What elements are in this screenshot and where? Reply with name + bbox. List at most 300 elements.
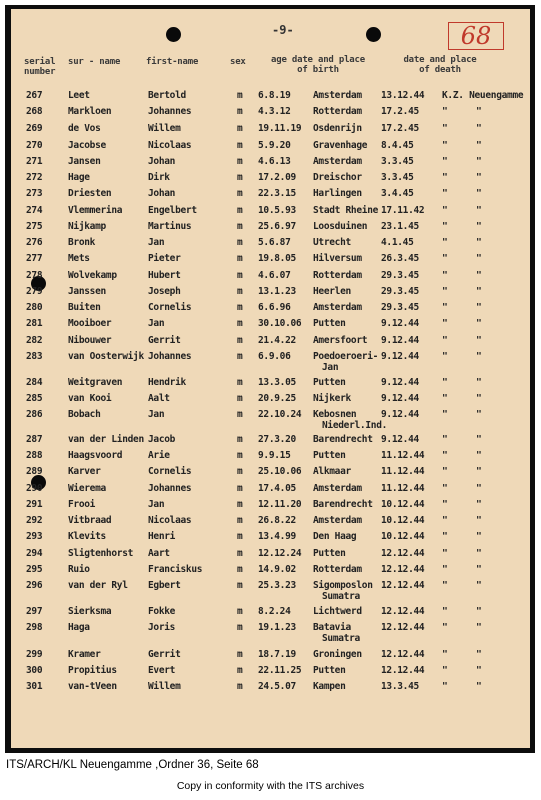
header-birth-line2: of birth (297, 65, 339, 75)
record-death-place: " (442, 393, 448, 404)
record-sex: m (237, 580, 243, 591)
record-death-place-extra: " (476, 221, 482, 232)
record-birth-place: Loosduinen (313, 221, 368, 232)
record-sex: m (237, 140, 243, 151)
record-death-place-extra: " (476, 270, 482, 281)
record-death-place: " (442, 434, 448, 445)
record-birth-date: 14.9.02 (258, 564, 296, 575)
record-death-place: " (442, 237, 448, 248)
record-birth-date: 22.3.15 (258, 188, 296, 199)
record-birth-date: 9.9.15 (258, 450, 291, 461)
record-birth-place: Barendrecht (313, 499, 373, 510)
record-birth-date: 13.1.23 (258, 286, 296, 297)
record-death-date: 11.12.44 (381, 483, 425, 494)
record-death-place-extra: " (476, 515, 482, 526)
record-sex: m (237, 409, 243, 420)
record-death-place: " (442, 681, 448, 692)
record-death-place-extra: " (476, 548, 482, 559)
record-birth-date: 19.1.23 (258, 622, 296, 633)
record-death-date: 29.3.45 (381, 302, 419, 313)
record-death-date: 9.12.44 (381, 409, 419, 420)
record-serial: 299 (26, 649, 43, 660)
record-death-place: " (442, 286, 448, 297)
record-surname: van Kooi (68, 393, 112, 404)
record-sex: m (237, 564, 243, 575)
record-firstname: Johannes (148, 351, 192, 362)
record-birth-date: 25.6.97 (258, 221, 296, 232)
record-birth-date: 22.10.24 (258, 409, 302, 420)
record-firstname: Gerrit (148, 649, 181, 660)
record-birth-date: 22.11.25 (258, 665, 302, 676)
record-death-date: 12.12.44 (381, 580, 425, 591)
record-sex: m (237, 466, 243, 477)
record-sex: m (237, 649, 243, 660)
record-birth-place: Putten (313, 665, 346, 676)
record-sex: m (237, 483, 243, 494)
record-surname: Hage (68, 172, 90, 183)
record-death-place-extra: " (476, 318, 482, 329)
record-birth-date: 17.2.09 (258, 172, 296, 183)
record-death-place-extra: " (476, 286, 482, 297)
record-death-place-extra: " (476, 393, 482, 404)
record-death-date: 8.4.45 (381, 140, 414, 151)
record-death-date: 17.11.42 (381, 205, 425, 216)
record-firstname: Pieter (148, 253, 181, 264)
record-birth-date: 25.3.23 (258, 580, 296, 591)
record-birth-place: Gravenhage (313, 140, 368, 151)
record-death-place: " (442, 377, 448, 388)
record-death-place: " (442, 253, 448, 264)
record-death-date: 12.12.44 (381, 606, 425, 617)
record-surname: Haagsvoord (68, 450, 123, 461)
record-firstname: Jan (148, 499, 165, 510)
record-death-place: " (442, 302, 448, 313)
record-death-place: " (442, 351, 448, 362)
record-sex: m (237, 531, 243, 542)
record-sex: m (237, 286, 243, 297)
record-firstname: Cornelis (148, 302, 192, 313)
record-birth-place: Dreischor (313, 172, 362, 183)
record-birth-place: Amsterdam (313, 515, 362, 526)
punch-hole-top-right (366, 27, 381, 42)
record-serial: 281 (26, 318, 43, 329)
record-death-date: 3.3.45 (381, 172, 414, 183)
record-birth-place: Harlingen (313, 188, 362, 199)
record-serial: 275 (26, 221, 43, 232)
record-birth-date: 6.8.19 (258, 90, 291, 101)
record-birth-place: Rotterdam (313, 106, 362, 117)
record-serial: 277 (26, 253, 43, 264)
record-death-place: " (442, 156, 448, 167)
record-death-place: K.Z. Neuengamme (442, 90, 524, 101)
record-surname: Karver (68, 466, 101, 477)
record-sex: m (237, 450, 243, 461)
record-birth-place: Putten (313, 548, 346, 559)
record-death-date: 4.1.45 (381, 237, 414, 248)
record-death-date: 12.12.44 (381, 665, 425, 676)
record-firstname: Arie (148, 450, 170, 461)
record-surname: Wierema (68, 483, 106, 494)
record-death-place-extra: " (476, 466, 482, 477)
record-firstname: Joris (148, 622, 176, 633)
record-birth-date: 13.4.99 (258, 531, 296, 542)
record-surname: Markloen (68, 106, 112, 117)
record-serial: 279 (26, 286, 43, 297)
record-sex: m (237, 90, 243, 101)
record-birth-place: Stadt Rheine (313, 205, 379, 216)
record-firstname: Jan (148, 409, 165, 420)
record-surname: Mooiboer (68, 318, 112, 329)
record-birth-date: 19.8.05 (258, 253, 296, 264)
record-death-place: " (442, 483, 448, 494)
record-serial: 271 (26, 156, 43, 167)
record-death-date: 9.12.44 (381, 335, 419, 346)
record-serial: 272 (26, 172, 43, 183)
record-birth-date: 10.5.93 (258, 205, 296, 216)
record-death-place: " (442, 172, 448, 183)
record-serial: 300 (26, 665, 43, 676)
record-birth-date: 24.5.07 (258, 681, 296, 692)
record-surname: Klevits (68, 531, 106, 542)
record-sex: m (237, 393, 243, 404)
record-death-place: " (442, 106, 448, 117)
record-firstname: Aart (148, 548, 170, 559)
record-firstname: Fokke (148, 606, 176, 617)
record-death-date: 9.12.44 (381, 377, 419, 388)
record-death-place: " (442, 188, 448, 199)
record-sex: m (237, 377, 243, 388)
record-death-place: " (442, 450, 448, 461)
record-birth-place: Amsterdam (313, 483, 362, 494)
record-firstname: Joseph (148, 286, 181, 297)
record-surname: Jacobse (68, 140, 106, 151)
record-birth-date: 19.11.19 (258, 123, 302, 134)
record-birth-date: 26.8.22 (258, 515, 296, 526)
record-birth-date: 13.3.05 (258, 377, 296, 388)
record-death-place-extra: " (476, 106, 482, 117)
record-firstname: Martinus (148, 221, 192, 232)
record-death-place: " (442, 580, 448, 591)
record-surname: Ruio (68, 564, 90, 575)
header-sex: sex (230, 57, 246, 67)
record-death-place-extra: " (476, 172, 482, 183)
record-death-place: " (442, 205, 448, 216)
record-death-place-extra: " (476, 622, 482, 633)
record-death-place-extra: " (476, 123, 482, 134)
record-surname: Nibouwer (68, 335, 112, 346)
record-death-place-extra: " (476, 253, 482, 264)
record-serial: 285 (26, 393, 43, 404)
punch-hole-top-left (166, 27, 181, 42)
record-serial: 283 (26, 351, 43, 362)
record-death-place-extra: " (476, 409, 482, 420)
record-serial: 282 (26, 335, 43, 346)
record-death-place-extra: " (476, 483, 482, 494)
record-death-place: " (442, 335, 448, 346)
record-sex: m (237, 665, 243, 676)
record-birth-place: Amsterdam (313, 302, 362, 313)
record-death-date: 29.3.45 (381, 270, 419, 281)
record-death-date: 9.12.44 (381, 318, 419, 329)
record-death-place-extra: " (476, 351, 482, 362)
record-sex: m (237, 548, 243, 559)
record-serial: 290 (26, 483, 43, 494)
record-serial: 291 (26, 499, 43, 510)
record-serial: 294 (26, 548, 43, 559)
record-sex: m (237, 156, 243, 167)
record-death-place-extra: " (476, 302, 482, 313)
record-death-place-extra: " (476, 564, 482, 575)
record-death-place: " (442, 548, 448, 559)
record-death-place-extra: " (476, 205, 482, 216)
header-serial-line1: serial (24, 57, 56, 67)
record-death-place: " (442, 531, 448, 542)
record-surname: Buiten (68, 302, 101, 313)
record-birth-date: 30.10.06 (258, 318, 302, 329)
record-death-date: 12.12.44 (381, 649, 425, 660)
record-firstname: Egbert (148, 580, 181, 591)
record-firstname: Nicolaas (148, 515, 192, 526)
record-sex: m (237, 253, 243, 264)
record-birth-place-line2: Sumatra (322, 591, 360, 602)
record-death-place: " (442, 270, 448, 281)
record-surname: Sierksma (68, 606, 112, 617)
record-birth-date: 6.9.06 (258, 351, 291, 362)
record-serial: 267 (26, 90, 43, 101)
record-sex: m (237, 205, 243, 216)
record-death-date: 12.12.44 (381, 564, 425, 575)
record-death-place: " (442, 123, 448, 134)
record-firstname: Cornelis (148, 466, 192, 477)
record-serial: 273 (26, 188, 43, 199)
record-death-date: 26.3.45 (381, 253, 419, 264)
record-surname: van Oosterwijk (68, 351, 144, 362)
record-death-date: 10.12.44 (381, 531, 425, 542)
record-birth-place: Barendrecht (313, 434, 373, 445)
record-death-place: " (442, 140, 448, 151)
record-death-place: " (442, 665, 448, 676)
record-serial: 284 (26, 377, 43, 388)
record-surname: Janssen (68, 286, 106, 297)
record-death-date: 12.12.44 (381, 622, 425, 633)
record-sex: m (237, 499, 243, 510)
record-surname: Bronk (68, 237, 96, 248)
record-serial: 268 (26, 106, 43, 117)
record-sex: m (237, 237, 243, 248)
record-serial: 289 (26, 466, 43, 477)
record-surname: Weitgraven (68, 377, 123, 388)
record-sex: m (237, 335, 243, 346)
record-sex: m (237, 351, 243, 362)
record-surname: van der Linden (68, 434, 144, 445)
record-death-place-extra: " (476, 140, 482, 151)
record-firstname: Willem (148, 681, 181, 692)
record-birth-place: Putten (313, 377, 346, 388)
record-firstname: Johannes (148, 483, 192, 494)
record-surname: Propitius (68, 665, 117, 676)
record-birth-date: 4.3.12 (258, 106, 291, 117)
record-birth-place: Heerlen (313, 286, 351, 297)
header-birth (258, 55, 378, 75)
record-birth-place: Utrecht (313, 237, 351, 248)
record-death-date: 10.12.44 (381, 515, 425, 526)
record-death-place-extra: " (476, 649, 482, 660)
archive-stamp-number: 68 (448, 22, 504, 50)
header-serial-line2: number (24, 67, 56, 77)
page-number: -9- (272, 23, 294, 37)
record-birth-date: 4.6.07 (258, 270, 291, 281)
record-birth-date: 6.6.96 (258, 302, 291, 313)
header-birth-line1: age date and place (271, 55, 365, 65)
record-death-date: 9.12.44 (381, 434, 419, 445)
record-sex: m (237, 221, 243, 232)
record-firstname: Johan (148, 156, 176, 167)
record-death-place: " (442, 622, 448, 633)
record-birth-date: 12.12.24 (258, 548, 302, 559)
record-serial: 274 (26, 205, 43, 216)
record-death-date: 23.1.45 (381, 221, 419, 232)
conformity-note: Copy in conformity with the ITS archives (176, 780, 365, 792)
record-serial: 293 (26, 531, 43, 542)
record-firstname: Johan (148, 188, 176, 199)
record-death-date: 9.12.44 (381, 393, 419, 404)
record-death-date: 10.12.44 (381, 499, 425, 510)
header-death-line1: date and place (403, 55, 477, 65)
record-serial: 295 (26, 564, 43, 575)
record-surname: de Vos (68, 123, 101, 134)
record-firstname: Gerrit (148, 335, 181, 346)
record-birth-date: 8.2.24 (258, 606, 291, 617)
record-death-date: 12.12.44 (381, 548, 425, 559)
record-death-place-extra: " (476, 335, 482, 346)
record-death-place-extra: " (476, 665, 482, 676)
record-surname: Vitbraad (68, 515, 112, 526)
record-serial: 270 (26, 140, 43, 151)
record-birth-date: 21.4.22 (258, 335, 296, 346)
record-death-place-extra: " (476, 606, 482, 617)
record-firstname: Engelbert (148, 205, 197, 216)
record-birth-date: 17.4.05 (258, 483, 296, 494)
record-death-place: " (442, 606, 448, 617)
record-birth-date: 5.9.20 (258, 140, 291, 151)
archive-reference: ITS/ARCH/KL Neuengamme ,Ordner 36, Seite 68 (6, 759, 259, 771)
record-birth-date: 18.7.19 (258, 649, 296, 660)
record-birth-date: 12.11.20 (258, 499, 302, 510)
record-birth-place: Hilversum (313, 253, 362, 264)
record-sex: m (237, 302, 243, 313)
record-surname: Jansen (68, 156, 101, 167)
record-firstname: Aalt (148, 393, 170, 404)
record-birth-place: Amsterdam (313, 156, 362, 167)
record-surname: Wolvekamp (68, 270, 117, 281)
record-surname: van der Ryl (68, 580, 128, 591)
record-birth-place: Putten (313, 450, 346, 461)
record-sex: m (237, 270, 243, 281)
record-surname: Sligtenhorst (68, 548, 134, 559)
record-sex: m (237, 123, 243, 134)
record-death-place-extra: " (476, 188, 482, 199)
record-firstname: Jacob (148, 434, 176, 445)
record-birth-place: Kampen (313, 681, 346, 692)
record-sex: m (237, 172, 243, 183)
record-birth-place: Sigomposlon (313, 580, 373, 591)
record-birth-place: Alkmaar (313, 466, 351, 477)
record-birth-date: 5.6.87 (258, 237, 291, 248)
record-death-date: 3.4.45 (381, 188, 414, 199)
record-death-place-extra: " (476, 531, 482, 542)
record-surname: Driesten (68, 188, 112, 199)
record-death-place-extra: " (476, 237, 482, 248)
record-death-date: 11.12.44 (381, 466, 425, 477)
record-death-date: 13.12.44 (381, 90, 425, 101)
record-birth-place: Kebosnen (313, 409, 357, 420)
record-firstname: Hendrik (148, 377, 186, 388)
record-sex: m (237, 681, 243, 692)
header-firstname: first-name (146, 57, 199, 67)
record-sex: m (237, 318, 243, 329)
record-birth-date: 25.10.06 (258, 466, 302, 477)
record-serial: 301 (26, 681, 43, 692)
record-birth-place: Rotterdam (313, 270, 362, 281)
record-death-place-extra: " (476, 499, 482, 510)
header-death-line2: of death (419, 65, 461, 75)
record-firstname: Johannes (148, 106, 192, 117)
record-death-place: " (442, 515, 448, 526)
record-birth-place: Rotterdam (313, 564, 362, 575)
record-sex: m (237, 622, 243, 633)
record-death-place: " (442, 318, 448, 329)
record-surname: Mets (68, 253, 90, 264)
record-death-date: 17.2.45 (381, 123, 419, 134)
record-death-place: " (442, 221, 448, 232)
record-birth-place: Putten (313, 318, 346, 329)
record-serial: 269 (26, 123, 43, 134)
record-firstname: Henri (148, 531, 176, 542)
record-serial: 280 (26, 302, 43, 313)
record-serial: 296 (26, 580, 43, 591)
record-sex: m (237, 188, 243, 199)
record-serial: 288 (26, 450, 43, 461)
record-serial: 287 (26, 434, 43, 445)
record-serial: 276 (26, 237, 43, 248)
record-death-date: 13.3.45 (381, 681, 419, 692)
record-death-place-extra: " (476, 681, 482, 692)
record-death-place-extra: " (476, 377, 482, 388)
record-death-place: " (442, 499, 448, 510)
record-death-place: " (442, 564, 448, 575)
record-serial: 286 (26, 409, 43, 420)
record-death-place: " (442, 409, 448, 420)
record-birth-place: Amersfoort (313, 335, 368, 346)
record-sex: m (237, 606, 243, 617)
record-birth-place-line2: Sumatra (322, 633, 360, 644)
record-firstname: Hubert (148, 270, 181, 281)
record-death-date: 3.3.45 (381, 156, 414, 167)
record-sex: m (237, 106, 243, 117)
record-birth-date: 27.3.20 (258, 434, 296, 445)
record-surname: Leet (68, 90, 90, 101)
record-death-place-extra: " (476, 580, 482, 591)
record-firstname: Evert (148, 665, 176, 676)
record-death-date: 11.12.44 (381, 450, 425, 461)
record-death-place-extra: " (476, 434, 482, 445)
record-surname: Haga (68, 622, 90, 633)
record-birth-place: Nijkerk (313, 393, 351, 404)
record-death-place: " (442, 466, 448, 477)
header-serial (24, 57, 55, 77)
header-surname: sur - name (68, 57, 121, 67)
record-birth-place: Batavia (313, 622, 351, 633)
